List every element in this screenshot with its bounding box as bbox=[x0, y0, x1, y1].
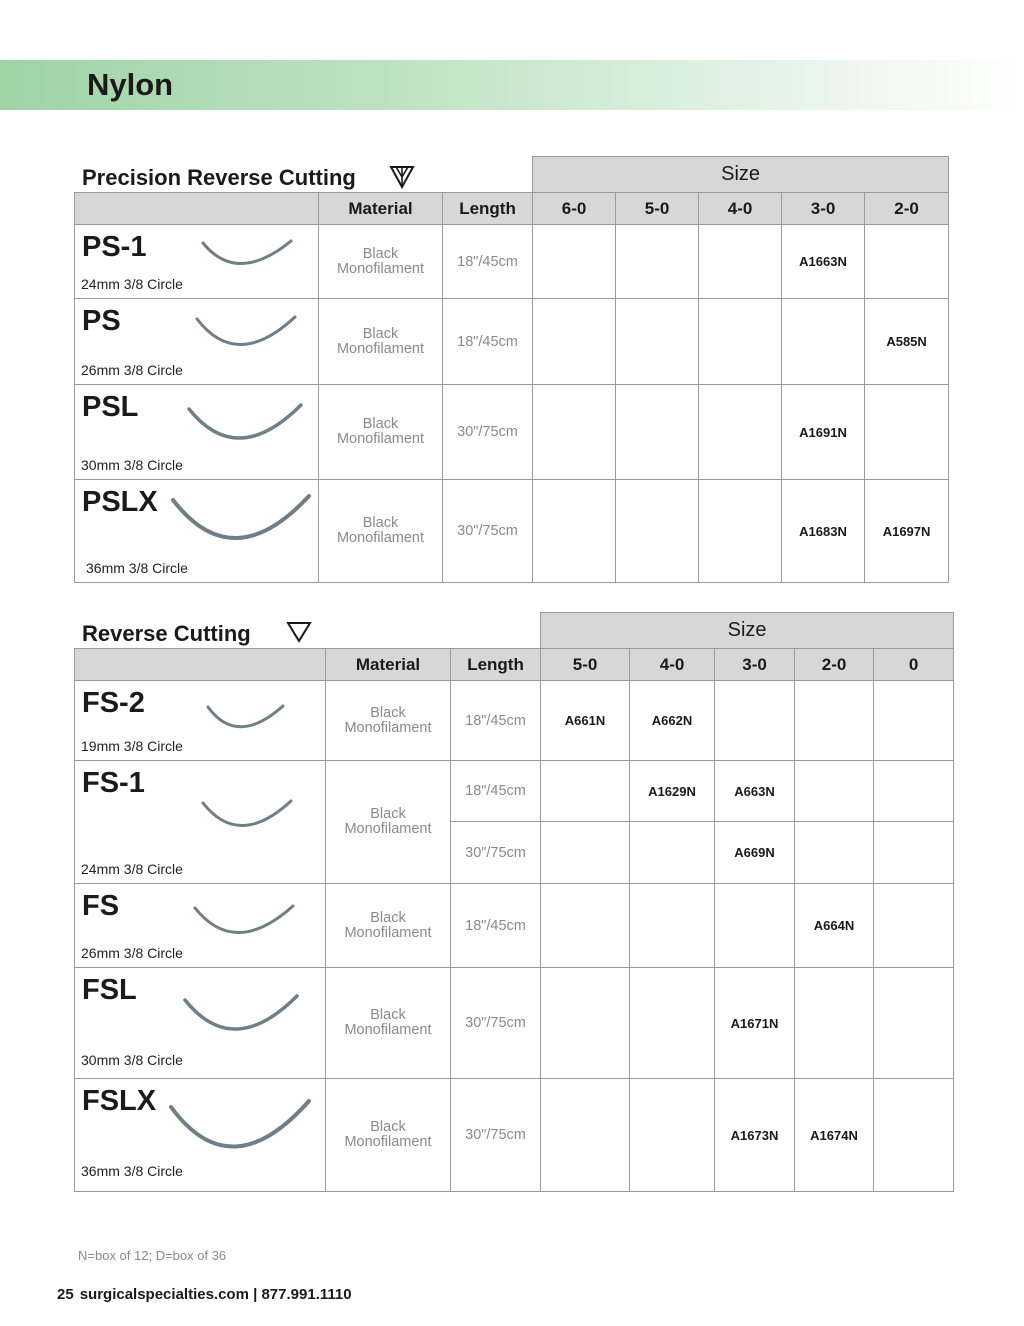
product-code-cell bbox=[874, 968, 954, 1079]
needle-name: PSL bbox=[82, 391, 139, 423]
section-banner bbox=[0, 60, 1024, 110]
size-column-header: 6-0 bbox=[533, 193, 616, 225]
product-code-cell: A1629N bbox=[630, 761, 715, 822]
product-code-cell bbox=[541, 884, 630, 968]
header-spacer bbox=[75, 613, 541, 649]
product-code-cell bbox=[865, 385, 949, 480]
box-quantity-footnote: N=box of 12; D=box of 36 bbox=[78, 1248, 227, 1263]
needle-description: 26mm 3/8 Circle bbox=[81, 362, 183, 378]
length-cell: 30"/75cm bbox=[443, 385, 533, 480]
section-title-reverse-cutting: Reverse Cutting bbox=[82, 621, 251, 646]
length-cell: 18"/45cm bbox=[451, 681, 541, 761]
needle-cell bbox=[75, 968, 326, 1079]
table-row bbox=[75, 385, 949, 480]
header-spacer bbox=[75, 157, 533, 193]
needle-description: 26mm 3/8 Circle bbox=[81, 945, 183, 961]
product-code-cell bbox=[699, 385, 782, 480]
table-row bbox=[75, 884, 954, 968]
material-line: Black bbox=[362, 245, 399, 262]
material-line: Black bbox=[370, 806, 406, 822]
needle-curve-icon bbox=[203, 701, 289, 737]
product-code-cell: A1663N bbox=[782, 225, 865, 299]
product-code-cell bbox=[795, 761, 874, 822]
product-code-cell bbox=[616, 225, 699, 299]
size-column-header: 3-0 bbox=[715, 649, 795, 681]
size-column-header: 4-0 bbox=[630, 649, 715, 681]
needle-cell bbox=[75, 761, 326, 884]
needle-curve-icon bbox=[165, 1097, 315, 1163]
product-code-cell bbox=[630, 884, 715, 968]
needle-column-header bbox=[75, 649, 326, 681]
product-code-cell bbox=[795, 968, 874, 1079]
needle-curve-icon bbox=[197, 237, 297, 277]
material-cell bbox=[326, 761, 451, 884]
table-row bbox=[75, 1079, 954, 1192]
footer-contact: surgicalspecialties.com | 877.991.1110 bbox=[79, 1286, 352, 1303]
material-cell bbox=[326, 681, 451, 761]
product-code-cell bbox=[630, 822, 715, 884]
table-row bbox=[75, 761, 954, 822]
material-line: Monofilament bbox=[344, 1022, 432, 1038]
material-cell bbox=[319, 480, 443, 583]
product-code-cell bbox=[865, 225, 949, 299]
length-cell: 18"/45cm bbox=[451, 884, 541, 968]
needle-description: 30mm 3/8 Circle bbox=[81, 1052, 183, 1068]
size-column-header: 4-0 bbox=[699, 193, 782, 225]
table-row bbox=[75, 968, 954, 1079]
length-column-header: Length bbox=[443, 193, 533, 225]
product-code-cell: A663N bbox=[715, 761, 795, 822]
needle-cell bbox=[75, 225, 319, 299]
material-cell bbox=[319, 299, 443, 385]
product-code-cell bbox=[630, 968, 715, 1079]
product-code-cell: A1683N bbox=[782, 480, 865, 583]
product-code-cell bbox=[699, 225, 782, 299]
needle-cell bbox=[75, 385, 319, 480]
size-column-header: 2-0 bbox=[795, 649, 874, 681]
material-cell bbox=[326, 968, 451, 1079]
needle-name: FS bbox=[82, 890, 120, 922]
product-code-cell bbox=[533, 225, 616, 299]
product-code-cell bbox=[874, 822, 954, 884]
table-row bbox=[75, 480, 949, 583]
needle-cell bbox=[75, 884, 326, 968]
needle-name: FS-1 bbox=[82, 767, 145, 799]
needle-cell bbox=[75, 299, 319, 385]
needle-description: 24mm 3/8 Circle bbox=[81, 861, 183, 877]
product-code-cell bbox=[874, 761, 954, 822]
table-row bbox=[75, 299, 949, 385]
product-code-cell bbox=[541, 1079, 630, 1192]
table-row bbox=[75, 225, 949, 299]
material-line: Black bbox=[362, 325, 399, 342]
product-code-cell: A661N bbox=[541, 681, 630, 761]
needle-name: FS-2 bbox=[82, 687, 145, 719]
needle-description: 36mm 3/8 Circle bbox=[81, 1163, 183, 1179]
product-code-cell bbox=[874, 1079, 954, 1192]
needle-cell bbox=[75, 1079, 326, 1192]
needle-curve-icon bbox=[197, 797, 297, 839]
needle-name: FSLX bbox=[82, 1085, 157, 1117]
needle-curve-icon bbox=[191, 313, 301, 359]
product-code-cell: A669N bbox=[715, 822, 795, 884]
material-line: Black bbox=[362, 515, 399, 531]
product-code-cell bbox=[541, 761, 630, 822]
size-column-header: 2-0 bbox=[865, 193, 949, 225]
length-cell: 18"/45cm bbox=[443, 225, 533, 299]
page-footer bbox=[57, 1286, 358, 1303]
size-column-header: 5-0 bbox=[616, 193, 699, 225]
product-code-cell bbox=[541, 822, 630, 884]
product-code-cell bbox=[533, 480, 616, 583]
product-code-cell bbox=[715, 681, 795, 761]
product-code-cell: A664N bbox=[795, 884, 874, 968]
product-code-cell bbox=[616, 299, 699, 385]
product-code-cell bbox=[874, 884, 954, 968]
product-code-cell: A1673N bbox=[715, 1079, 795, 1192]
product-code-cell: A1697N bbox=[865, 480, 949, 583]
size-column-header: 3-0 bbox=[782, 193, 865, 225]
size-column-header: 5-0 bbox=[541, 649, 630, 681]
product-code-cell bbox=[715, 884, 795, 968]
page-number: 25 bbox=[57, 1286, 74, 1303]
product-code-cell bbox=[533, 299, 616, 385]
table-row bbox=[75, 681, 954, 761]
material-line: Black bbox=[370, 704, 406, 721]
needle-curve-icon bbox=[189, 902, 299, 946]
material-cell bbox=[319, 225, 443, 299]
product-code-cell: A1674N bbox=[795, 1079, 874, 1192]
size-header: Size bbox=[533, 157, 949, 193]
material-line: Monofilament bbox=[344, 821, 432, 837]
product-code-cell bbox=[699, 480, 782, 583]
length-column-header: Length bbox=[451, 649, 541, 681]
material-line: Monofilament bbox=[344, 924, 432, 941]
product-code-cell bbox=[795, 822, 874, 884]
size-column-header: 0 bbox=[874, 649, 954, 681]
material-line: Black bbox=[362, 416, 399, 432]
material-cell bbox=[326, 1079, 451, 1192]
size-header: Size bbox=[541, 613, 954, 649]
page-title: Nylon bbox=[87, 67, 174, 102]
product-code-cell bbox=[616, 480, 699, 583]
needle-column-header bbox=[75, 193, 319, 225]
length-cell: 30"/75cm bbox=[451, 968, 541, 1079]
length-cell: 30"/75cm bbox=[451, 822, 541, 884]
product-code-cell: A585N bbox=[865, 299, 949, 385]
material-cell bbox=[326, 884, 451, 968]
material-line: Black bbox=[370, 1007, 406, 1023]
material-line: Black bbox=[370, 909, 406, 926]
needle-name: PS-1 bbox=[82, 231, 147, 263]
needle-cell bbox=[75, 480, 319, 583]
product-code-cell: A1671N bbox=[715, 968, 795, 1079]
length-cell: 18"/45cm bbox=[451, 761, 541, 822]
product-code-cell bbox=[541, 968, 630, 1079]
product-code-cell bbox=[630, 1079, 715, 1192]
needle-cell bbox=[75, 681, 326, 761]
product-code-cell bbox=[616, 385, 699, 480]
material-cell bbox=[319, 385, 443, 480]
length-cell: 18"/45cm bbox=[443, 299, 533, 385]
product-table-reverse-cutting bbox=[74, 612, 954, 1192]
length-cell: 30"/75cm bbox=[443, 480, 533, 583]
product-code-cell bbox=[533, 385, 616, 480]
needle-description: 30mm 3/8 Circle bbox=[81, 457, 183, 473]
material-line: Monofilament bbox=[336, 340, 425, 357]
needle-description: 24mm 3/8 Circle bbox=[81, 276, 183, 292]
material-line: Monofilament bbox=[344, 719, 432, 736]
material-line: Monofilament bbox=[336, 431, 425, 447]
needle-description: 36mm 3/8 Circle bbox=[86, 560, 188, 576]
needle-name: FSL bbox=[82, 974, 137, 1006]
product-code-cell bbox=[874, 681, 954, 761]
length-cell: 30"/75cm bbox=[451, 1079, 541, 1192]
needle-name: PS bbox=[82, 305, 121, 337]
needle-curve-icon bbox=[179, 992, 303, 1044]
needle-description: 19mm 3/8 Circle bbox=[81, 738, 183, 754]
needle-curve-icon bbox=[183, 401, 307, 453]
product-code-cell bbox=[782, 299, 865, 385]
needle-name: PSLX bbox=[82, 486, 158, 518]
material-line: Black bbox=[370, 1119, 406, 1135]
product-code-cell: A1691N bbox=[782, 385, 865, 480]
material-line: Monofilament bbox=[344, 1134, 432, 1150]
material-line: Monofilament bbox=[336, 530, 425, 546]
product-code-cell bbox=[699, 299, 782, 385]
needle-curve-icon bbox=[167, 492, 315, 554]
material-column-header: Material bbox=[326, 649, 451, 681]
section-title-precision-reverse-cutting: Precision Reverse Cutting bbox=[82, 165, 356, 190]
product-code-cell: A662N bbox=[630, 681, 715, 761]
product-table-precision-reverse-cutting bbox=[74, 156, 949, 583]
material-line: Monofilament bbox=[336, 260, 425, 277]
material-column-header: Material bbox=[319, 193, 443, 225]
product-code-cell bbox=[795, 681, 874, 761]
